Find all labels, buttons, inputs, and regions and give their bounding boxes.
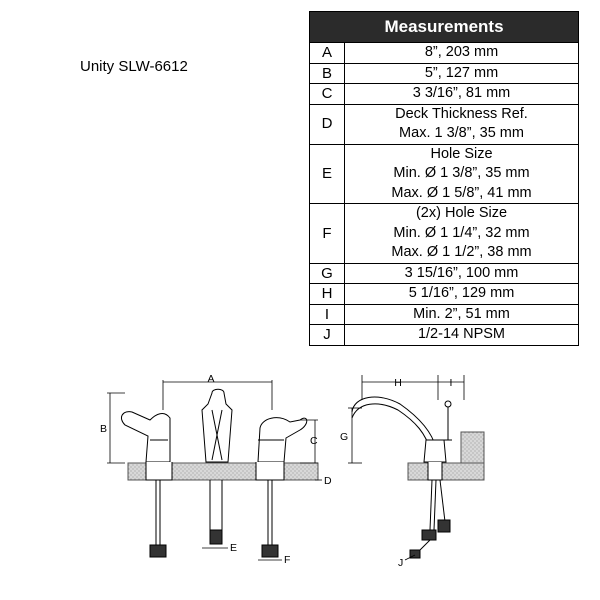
row-value-line: Min. 2”, 51 mm — [413, 305, 510, 322]
row-key: B — [310, 63, 345, 84]
row-value-line: Deck Thickness Ref. — [395, 105, 528, 122]
row-key: C — [310, 84, 345, 105]
row-key: I — [310, 304, 345, 325]
row-key: D — [310, 104, 345, 144]
row-key: H — [310, 284, 345, 305]
row-value-line: Max. 1 3/8”, 35 mm — [399, 125, 524, 141]
side-deck — [408, 463, 484, 480]
row-value-line: Max. Ø 1 5/8”, 41 mm — [391, 184, 532, 201]
front-spout — [202, 389, 232, 462]
dim-label-g: G — [340, 431, 349, 443]
row-value-line: Min. Ø 1 1/4”, 32 mm — [393, 224, 530, 241]
dim-label-e: E — [230, 542, 238, 554]
side-view — [352, 397, 484, 558]
row-value-line: 5”, 127 mm — [424, 64, 499, 81]
dim-label-c: C — [310, 435, 318, 447]
row-value-line: 3 3/16”, 81 mm — [412, 85, 511, 101]
row-value-line: Hole Size — [430, 145, 493, 162]
row-value-line: (2x) Hole Size — [415, 205, 508, 221]
product-label: Unity SLW-6612 — [80, 58, 188, 75]
side-spout — [352, 397, 436, 448]
dim-label-j: J — [398, 557, 404, 569]
row-key: E — [310, 144, 345, 204]
dim-label-f: F — [284, 554, 291, 566]
row-key: A — [310, 43, 345, 64]
row-value-line: 8”, 203 mm — [424, 44, 499, 60]
left-handle — [121, 412, 170, 462]
dim-label-b: B — [100, 423, 108, 435]
row-key: G — [310, 263, 345, 284]
row-value-line: 5 1/16”, 129 mm — [408, 285, 515, 301]
dim-label-a: A — [207, 373, 215, 385]
dim-label-d: D — [324, 475, 332, 487]
table-title: Measurements — [310, 12, 579, 43]
dim-label-i: I — [449, 377, 453, 389]
row-value-line: 3 15/16”, 100 mm — [404, 264, 519, 281]
row-value-line: 1/2-14 NPSM — [417, 326, 506, 342]
row-key: F — [310, 204, 345, 264]
row-key: J — [310, 325, 345, 346]
row-value-line: Min. Ø 1 3/8”, 35 mm — [393, 165, 530, 181]
front-view — [121, 389, 318, 557]
dim-label-h: H — [394, 377, 402, 389]
row-value-line: Max. Ø 1 1/2”, 38 mm — [391, 244, 532, 260]
